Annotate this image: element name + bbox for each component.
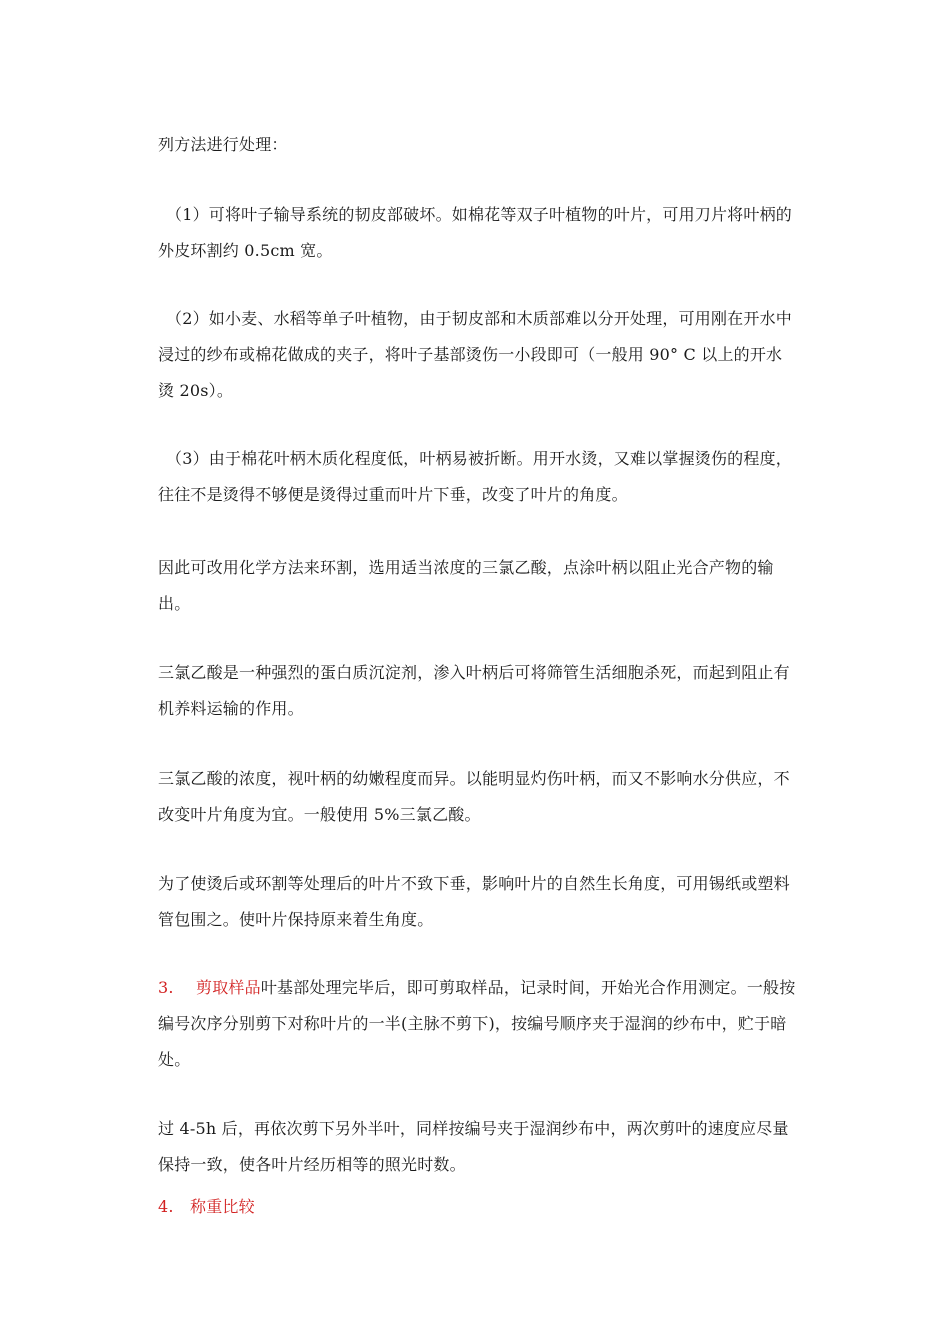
paragraph-tca-concentration: 三氯乙酸的浓度，视叶柄的幼嫩程度而异。以能明显灼伤叶柄，而又不影响水分供应，不改变叶片角度为宜。一般使用 5%三氯乙酸。 <box>158 769 790 824</box>
paragraph-chemical-girdling: 因此可改用化学方法来环割，选用适当浓度的三氯乙酸，点涂叶柄以阻止光合产物的输出。 <box>158 558 774 613</box>
section-3-text: 叶基部处理完毕后，即可剪取样品，记录时间，开始光合作用测定。一般按编号次序分别剪下对称叶片的一半(主脉不剪下)，按编号顺序夹于湿润的纱布中，贮于暗处。 <box>158 978 796 1069</box>
section-4-heading <box>158 1189 798 1225</box>
paragraph-intro: 列方法进行处理： <box>158 135 288 154</box>
section-3-paragraph <box>158 970 798 1078</box>
section-4-title: 称重比较 <box>190 1197 255 1216</box>
section-4-number: 4. <box>158 1197 174 1216</box>
section-3-title: 剪取样品 <box>196 978 261 997</box>
section-3-number: 3. <box>158 978 174 997</box>
paragraph-tca-description: 三氯乙酸是一种强烈的蛋白质沉淀剂，渗入叶柄后可将筛管生活细胞杀死，而起到阻止有机养料运输的作用。 <box>158 663 790 718</box>
paragraph-method-3: （3）由于棉花叶柄木质化程度低，叶柄易被折断。用开水烫，又难以掌握烫伤的程度，往往不是烫得不够便是烫得过重而叶片下垂，改变了叶片的角度。 <box>158 449 792 504</box>
paragraph-method-1: （1）可将叶子输导系统的韧皮部破坏。如棉花等双子叶植物的叶片，可用刀片将叶柄的外皮环割约 0.5cm 宽。 <box>158 205 792 260</box>
paragraph-second-cut: 过 4-5h 后，再依次剪下另外半叶，同样按编号夹于湿润纱布中，两次剪叶的速度应尽量保持一致，使各叶片经历相等的照光时数。 <box>158 1119 789 1174</box>
paragraph-leaf-support: 为了使烫后或环割等处理后的叶片不致下垂，影响叶片的自然生长角度，可用锡纸或塑料管包围之。使叶片保持原来着生角度。 <box>158 874 790 929</box>
paragraph-method-2: （2）如小麦、水稻等单子叶植物，由于韧皮部和木质部难以分开处理，可用刚在开水中浸过的纱布或棉花做成的夹子，将叶子基部烫伤一小段即可（一般用 90° C 以上的开水烫 20s）。 <box>158 309 792 400</box>
